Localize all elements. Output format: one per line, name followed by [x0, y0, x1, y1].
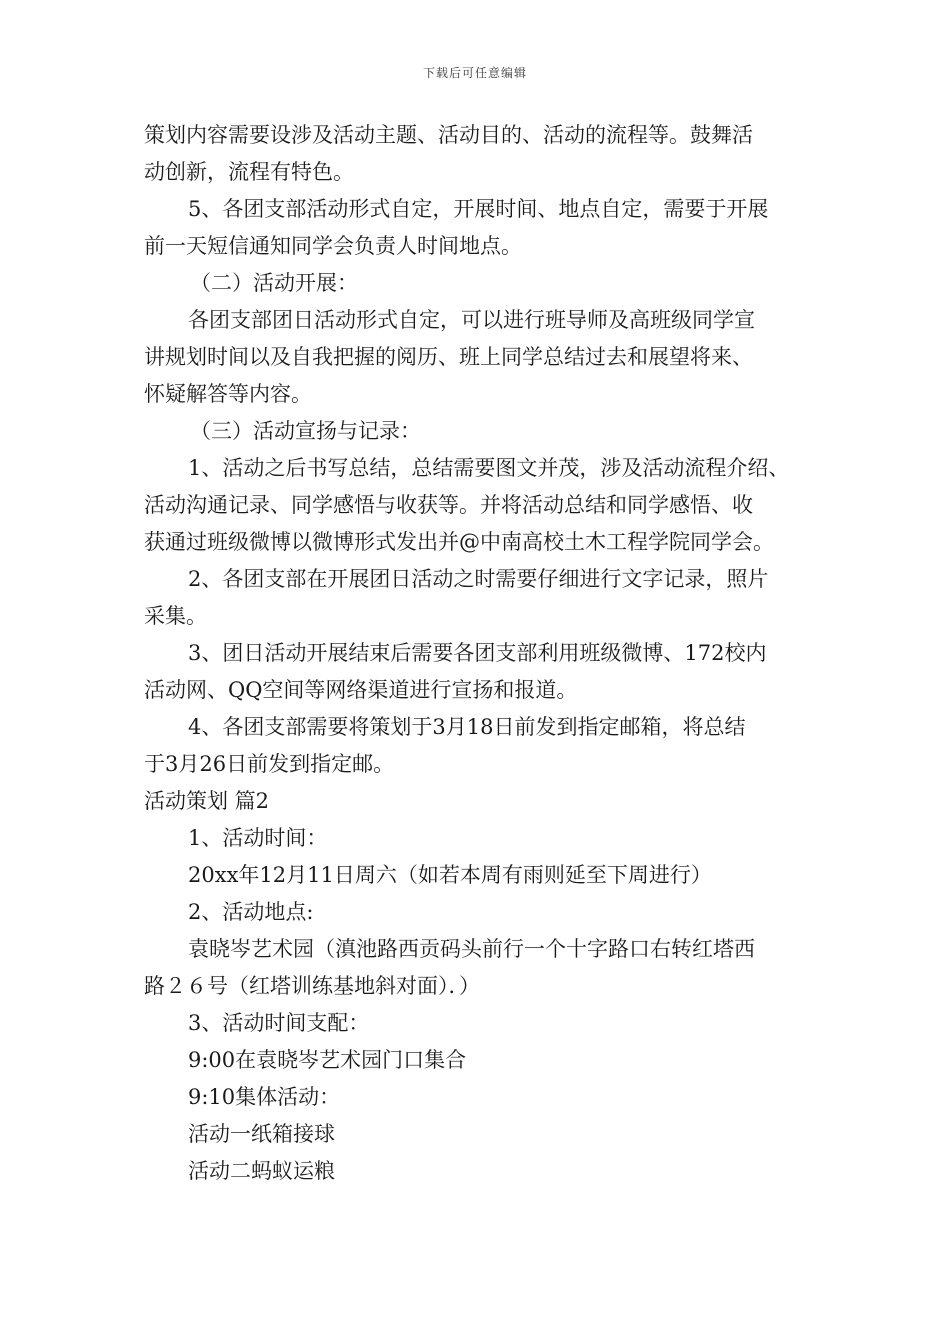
text-line: 路２６号（红塔训练基地斜对面）．）: [144, 974, 480, 998]
item-schedule-0910: 9:10集体活动：: [188, 1085, 341, 1109]
text-line: 袁晓岑艺术园（滇池路西贡码头前行一个十字路口右转红塔西: [188, 937, 755, 961]
section-heading-activity: （二）活动开展：: [190, 271, 358, 295]
document-body: [144, 117, 814, 1190]
paragraph-publicity-3: [144, 635, 814, 709]
item-schedule-label: 3、活动时间支配：: [188, 1011, 370, 1035]
text-line: 策划内容需要设涉及活动主题、活动目的、活动的流程等。鼓舞活: [144, 123, 753, 147]
text-line: 怀疑解答等内容。: [144, 382, 312, 406]
paragraph-item-5: [144, 191, 814, 265]
text-line: 讲规划时间以及自我把握的阅历、班上同学总结过去和展望将来、: [144, 345, 753, 369]
item-activity-location-label: 2、活动地点:: [188, 900, 314, 924]
item-activity-time-value: 20xx年12月11日周六（如若本周有雨则延至下周进行）: [188, 863, 712, 887]
text-line: 5、各团支部活动形式自定，开展时间、地点自定，需要于开展: [188, 197, 769, 221]
text-line: 获通过班级微博以微博形式发出并@中南高校土木工程学院同学会。: [144, 530, 774, 554]
item-activity-time-label: 1、活动时间：: [188, 826, 328, 850]
section-title-plan-2: 活动策划 篇2: [144, 789, 270, 813]
text-line: 活动沟通记录、同学感悟与收获等。并将活动总结和同学感悟、收: [144, 493, 753, 517]
paragraph-publicity-4: [144, 709, 814, 783]
paragraph-plan-content: [144, 117, 814, 191]
text-line: 2、各团支部在开展团日活动之时需要仔细进行文字记录，照片: [188, 567, 769, 591]
page-header-note: 下载后可任意编辑: [422, 66, 527, 80]
paragraph-publicity-2: [144, 561, 814, 635]
text-line: 3、团日活动开展结束后需要各团支部利用班级微博、172校内: [188, 641, 767, 665]
paragraph-publicity-1: [144, 450, 814, 561]
paragraph-activity-form: [144, 302, 814, 413]
text-line: 前一天短信通知同学会负责人时间地点。: [144, 234, 522, 258]
item-activity-one: 活动一纸箱接球: [188, 1122, 335, 1146]
text-line: 于3月26日前发到指定邮。: [144, 752, 395, 776]
paragraph-activity-location: [144, 931, 814, 1005]
section-heading-publicity: （三）活动宣扬与记录：: [190, 419, 421, 443]
item-activity-two: 活动二蚂蚁运粮: [188, 1159, 335, 1183]
text-line: 采集。: [144, 604, 207, 628]
text-line: 活动网、QQ空间等网络渠道进行宣扬和报道。: [144, 678, 578, 702]
text-line: 4、各团支部需要将策划于3月18日前发到指定邮箱，将总结: [188, 715, 746, 739]
text-line: 各团支部团日活动形式自定，可以进行班导师及高班级同学宣: [188, 308, 755, 332]
text-line: 动创新，流程有特色。: [144, 160, 354, 184]
text-line: 1、活动之后书写总结，总结需要图文并茂，涉及活动流程介绍、: [188, 456, 790, 480]
item-schedule-0900: 9:00在袁晓岑艺术园门口集合: [188, 1048, 467, 1072]
